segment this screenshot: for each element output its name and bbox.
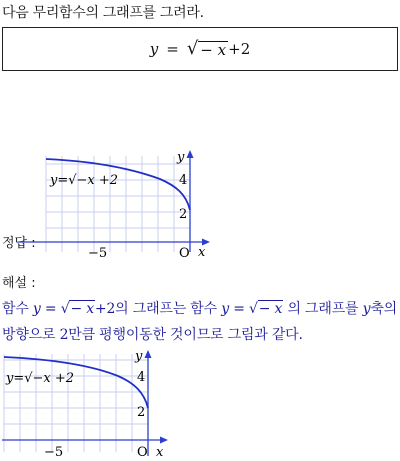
sol2-amount: 2 — [59, 327, 69, 343]
equation-plus: + — [228, 40, 241, 58]
answer-graph — [0, 148, 220, 264]
answer-origin-label: O — [179, 246, 190, 261]
solution-origin-label: O — [137, 445, 148, 460]
radicand-sign: − — [200, 40, 213, 59]
solution-grid — [4, 354, 148, 452]
answer-y-tick-4: 4 — [179, 173, 188, 188]
solution-y-tick-2: 2 — [137, 405, 146, 420]
answer-x-label: x — [198, 245, 206, 260]
solution-y-label: y — [135, 349, 143, 364]
sol1-eq1-tail: +2 — [94, 301, 116, 317]
answer-grid — [46, 156, 190, 252]
equation-equals: = — [166, 40, 179, 58]
answer-label: 정답 : — [2, 236, 36, 251]
solution-graph — [0, 346, 175, 461]
equation-constant: 2 — [240, 40, 251, 58]
sol2-prefix: 방향으로 — [2, 327, 56, 343]
equation-radicand — [198, 41, 228, 59]
sol1-axis-var: y — [362, 301, 371, 317]
answer-y-arrow — [187, 150, 194, 158]
solution-curve-label: y=√−x +2 — [6, 371, 75, 386]
sol1-after: 의 그래프를 — [287, 301, 359, 317]
answer-y-tick-2: 2 — [179, 207, 188, 222]
sol1-eq1-sqrt: √− x — [60, 301, 94, 317]
sol1-eq1-eq: = — [44, 301, 57, 317]
sol1-eq2-eq: = — [233, 301, 245, 317]
sol1-suffix: 축의 — [370, 301, 397, 317]
sol2-suffix: 만큼 평행이동한 것이므로 그림과 같다. — [68, 327, 303, 343]
sol1-eq2-lhs: y — [221, 301, 229, 317]
answer-x-tick-neg5: −5 — [88, 246, 108, 261]
equation-box — [2, 27, 398, 71]
sol1-eq1-lhs: y — [32, 301, 41, 317]
solution-x-label: x — [156, 445, 164, 460]
equation-sqrt — [187, 40, 228, 58]
solution-line-2 — [2, 324, 303, 344]
sol1-middle: 의 그래프는 함수 — [115, 301, 217, 317]
solution-y-tick-4: 4 — [137, 370, 146, 385]
sol1-prefix: 함수 — [2, 301, 29, 317]
answer-curve-label: y=√−x +2 — [50, 173, 119, 188]
solution-y-arrow — [145, 350, 152, 358]
equation-lhs: y — [149, 40, 159, 58]
solution-x-tick-neg5: −5 — [44, 445, 64, 460]
radicand-var: x — [217, 40, 227, 59]
problem-instruction: 다음 무리함수의 그래프를 그려라. — [2, 5, 204, 21]
solution-line-1 — [2, 298, 397, 318]
solution-label: 해설 : — [2, 276, 36, 291]
solution-x-arrow — [160, 437, 168, 444]
radical-sign: √ — [186, 38, 199, 59]
answer-y-label: y — [177, 150, 185, 165]
sol1-eq2-sqrt: √− x — [249, 301, 283, 317]
